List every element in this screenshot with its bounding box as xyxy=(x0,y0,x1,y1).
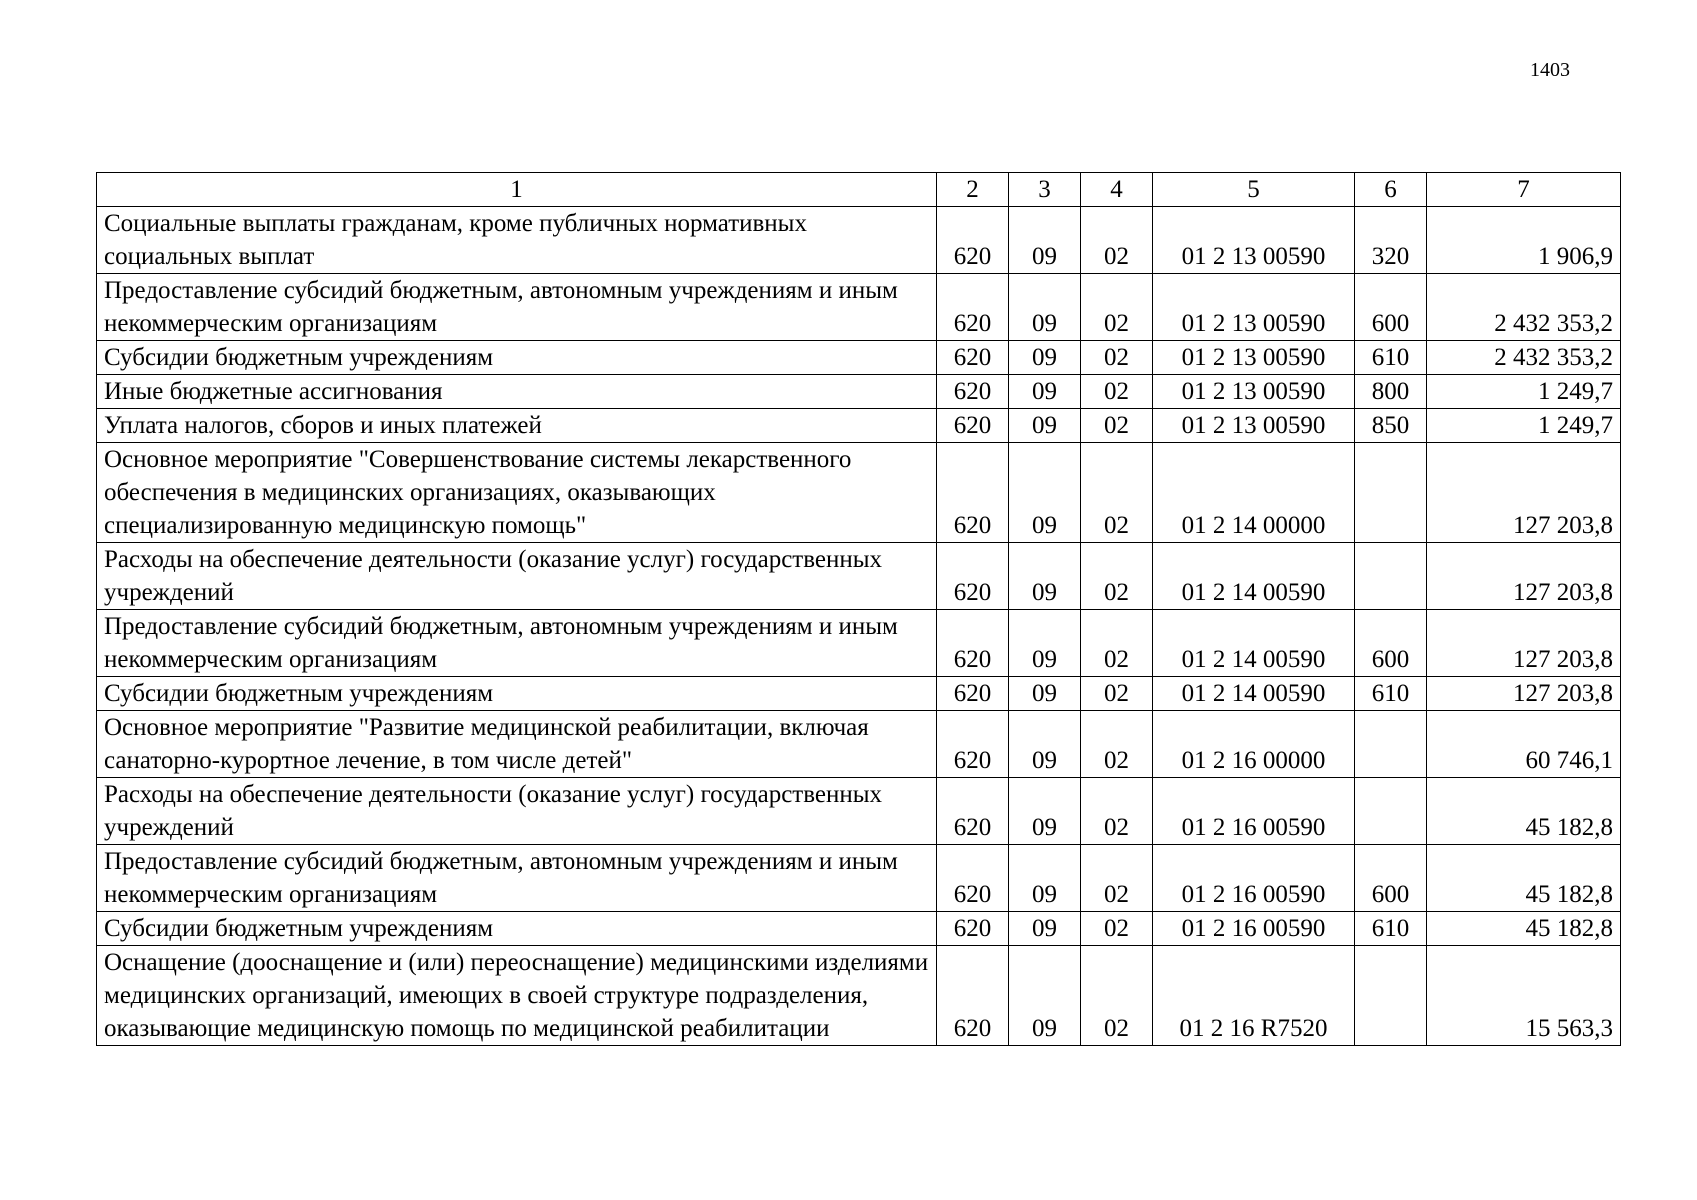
amount-cell: 2 432 353,2 xyxy=(1427,341,1621,375)
amount-cell: 15 563,3 xyxy=(1427,946,1621,1046)
row-name-cell: Расходы на обеспечение деятельности (оказание услуг) государственных учреждений xyxy=(97,778,937,845)
header-row xyxy=(97,173,1621,207)
expense-kind-cell: 850 xyxy=(1355,409,1427,443)
target-article-cell: 01 2 16 00590 xyxy=(1153,912,1355,946)
expense-kind-cell xyxy=(1355,711,1427,778)
table-row xyxy=(97,409,1621,443)
column-header-2: 2 xyxy=(937,173,1009,207)
row-name-cell: Субсидии бюджетным учреждениям xyxy=(97,912,937,946)
amount-cell: 45 182,8 xyxy=(1427,845,1621,912)
section-code-cell: 09 xyxy=(1009,778,1081,845)
table-row xyxy=(97,610,1621,677)
expense-kind-cell: 610 xyxy=(1355,912,1427,946)
expense-kind-cell xyxy=(1355,778,1427,845)
expense-kind-cell: 600 xyxy=(1355,274,1427,341)
ministry-code-cell: 620 xyxy=(937,443,1009,543)
column-header-4: 4 xyxy=(1081,173,1153,207)
target-article-cell: 01 2 13 00590 xyxy=(1153,274,1355,341)
expense-kind-cell xyxy=(1355,543,1427,610)
expense-kind-cell xyxy=(1355,946,1427,1046)
expense-kind-cell: 600 xyxy=(1355,610,1427,677)
row-name-cell: Уплата налогов, сборов и иных платежей xyxy=(97,409,937,443)
table-row xyxy=(97,711,1621,778)
amount-cell: 127 203,8 xyxy=(1427,443,1621,543)
section-code-cell: 09 xyxy=(1009,207,1081,274)
section-code-cell: 09 xyxy=(1009,341,1081,375)
amount-cell: 2 432 353,2 xyxy=(1427,274,1621,341)
target-article-cell: 01 2 16 00590 xyxy=(1153,778,1355,845)
ministry-code-cell: 620 xyxy=(937,677,1009,711)
section-code-cell: 09 xyxy=(1009,845,1081,912)
target-article-cell: 01 2 16 R7520 xyxy=(1153,946,1355,1046)
amount-cell: 1 249,7 xyxy=(1427,375,1621,409)
table-row xyxy=(97,778,1621,845)
target-article-cell: 01 2 14 00590 xyxy=(1153,543,1355,610)
expense-kind-cell xyxy=(1355,443,1427,543)
budget-table xyxy=(96,172,1621,1046)
ministry-code-cell: 620 xyxy=(937,341,1009,375)
row-name-cell: Основное мероприятие "Совершенствование системы лекарственного обеспечения в медицинских организациях, оказывающих специализированную медицинскую помощь" xyxy=(97,443,937,543)
amount-cell: 127 203,8 xyxy=(1427,543,1621,610)
section-code-cell: 09 xyxy=(1009,711,1081,778)
section-code-cell: 09 xyxy=(1009,543,1081,610)
subsection-code-cell: 02 xyxy=(1081,677,1153,711)
section-code-cell: 09 xyxy=(1009,375,1081,409)
subsection-code-cell: 02 xyxy=(1081,946,1153,1046)
target-article-cell: 01 2 13 00590 xyxy=(1153,375,1355,409)
ministry-code-cell: 620 xyxy=(937,610,1009,677)
table-row xyxy=(97,677,1621,711)
ministry-code-cell: 620 xyxy=(937,409,1009,443)
row-name-cell: Социальные выплаты гражданам, кроме публичных нормативных социальных выплат xyxy=(97,207,937,274)
subsection-code-cell: 02 xyxy=(1081,409,1153,443)
target-article-cell: 01 2 14 00000 xyxy=(1153,443,1355,543)
ministry-code-cell: 620 xyxy=(937,845,1009,912)
ministry-code-cell: 620 xyxy=(937,274,1009,341)
ministry-code-cell: 620 xyxy=(937,778,1009,845)
column-header-6: 6 xyxy=(1355,173,1427,207)
section-code-cell: 09 xyxy=(1009,677,1081,711)
subsection-code-cell: 02 xyxy=(1081,443,1153,543)
target-article-cell: 01 2 16 00590 xyxy=(1153,845,1355,912)
row-name-cell: Предоставление субсидий бюджетным, автономным учреждениям и иным некоммерческим организациям xyxy=(97,845,937,912)
amount-cell: 127 203,8 xyxy=(1427,610,1621,677)
row-name-cell: Иные бюджетные ассигнования xyxy=(97,375,937,409)
subsection-code-cell: 02 xyxy=(1081,912,1153,946)
amount-cell: 1 906,9 xyxy=(1427,207,1621,274)
table-row xyxy=(97,912,1621,946)
expense-kind-cell: 600 xyxy=(1355,845,1427,912)
expense-kind-cell: 320 xyxy=(1355,207,1427,274)
subsection-code-cell: 02 xyxy=(1081,375,1153,409)
row-name-cell: Основное мероприятие "Развитие медицинской реабилитации, включая санаторно-курортное лечение, в том числе детей" xyxy=(97,711,937,778)
subsection-code-cell: 02 xyxy=(1081,778,1153,845)
ministry-code-cell: 620 xyxy=(937,946,1009,1046)
ministry-code-cell: 620 xyxy=(937,711,1009,778)
subsection-code-cell: 02 xyxy=(1081,341,1153,375)
target-article-cell: 01 2 14 00590 xyxy=(1153,677,1355,711)
amount-cell: 127 203,8 xyxy=(1427,677,1621,711)
target-article-cell: 01 2 16 00000 xyxy=(1153,711,1355,778)
row-name-cell: Расходы на обеспечение деятельности (оказание услуг) государственных учреждений xyxy=(97,543,937,610)
table-row xyxy=(97,341,1621,375)
target-article-cell: 01 2 13 00590 xyxy=(1153,341,1355,375)
amount-cell: 60 746,1 xyxy=(1427,711,1621,778)
table-row xyxy=(97,845,1621,912)
amount-cell: 45 182,8 xyxy=(1427,778,1621,845)
section-code-cell: 09 xyxy=(1009,912,1081,946)
subsection-code-cell: 02 xyxy=(1081,845,1153,912)
subsection-code-cell: 02 xyxy=(1081,207,1153,274)
column-header-3: 3 xyxy=(1009,173,1081,207)
table-row xyxy=(97,443,1621,543)
target-article-cell: 01 2 13 00590 xyxy=(1153,409,1355,443)
row-name-cell: Оснащение (дооснащение и (или) переоснащение) медицинскими изделиями медицинских организаций, имеющих в своей структуре подразделения, оказывающие медицинскую помощь по медицинской реабилитации xyxy=(97,946,937,1046)
section-code-cell: 09 xyxy=(1009,443,1081,543)
row-name-cell: Субсидии бюджетным учреждениям xyxy=(97,341,937,375)
subsection-code-cell: 02 xyxy=(1081,274,1153,341)
section-code-cell: 09 xyxy=(1009,409,1081,443)
section-code-cell: 09 xyxy=(1009,610,1081,677)
section-code-cell: 09 xyxy=(1009,274,1081,341)
subsection-code-cell: 02 xyxy=(1081,543,1153,610)
table-row xyxy=(97,274,1621,341)
amount-cell: 45 182,8 xyxy=(1427,912,1621,946)
table-row xyxy=(97,207,1621,274)
ministry-code-cell: 620 xyxy=(937,207,1009,274)
column-header-5: 5 xyxy=(1153,173,1355,207)
column-header-7: 7 xyxy=(1427,173,1621,207)
expense-kind-cell: 610 xyxy=(1355,341,1427,375)
column-header-1: 1 xyxy=(97,173,937,207)
expense-kind-cell: 800 xyxy=(1355,375,1427,409)
ministry-code-cell: 620 xyxy=(937,375,1009,409)
row-name-cell: Предоставление субсидий бюджетным, автономным учреждениям и иным некоммерческим организациям xyxy=(97,610,937,677)
expense-kind-cell: 610 xyxy=(1355,677,1427,711)
subsection-code-cell: 02 xyxy=(1081,711,1153,778)
amount-cell: 1 249,7 xyxy=(1427,409,1621,443)
subsection-code-cell: 02 xyxy=(1081,610,1153,677)
table-row xyxy=(97,946,1621,1046)
row-name-cell: Предоставление субсидий бюджетным, автономным учреждениям и иным некоммерческим организациям xyxy=(97,274,937,341)
target-article-cell: 01 2 13 00590 xyxy=(1153,207,1355,274)
row-name-cell: Субсидии бюджетным учреждениям xyxy=(97,677,937,711)
ministry-code-cell: 620 xyxy=(937,912,1009,946)
section-code-cell: 09 xyxy=(1009,946,1081,1046)
page-number: 1403 xyxy=(1530,59,1570,81)
table-row xyxy=(97,375,1621,409)
target-article-cell: 01 2 14 00590 xyxy=(1153,610,1355,677)
table-row xyxy=(97,543,1621,610)
ministry-code-cell: 620 xyxy=(937,543,1009,610)
